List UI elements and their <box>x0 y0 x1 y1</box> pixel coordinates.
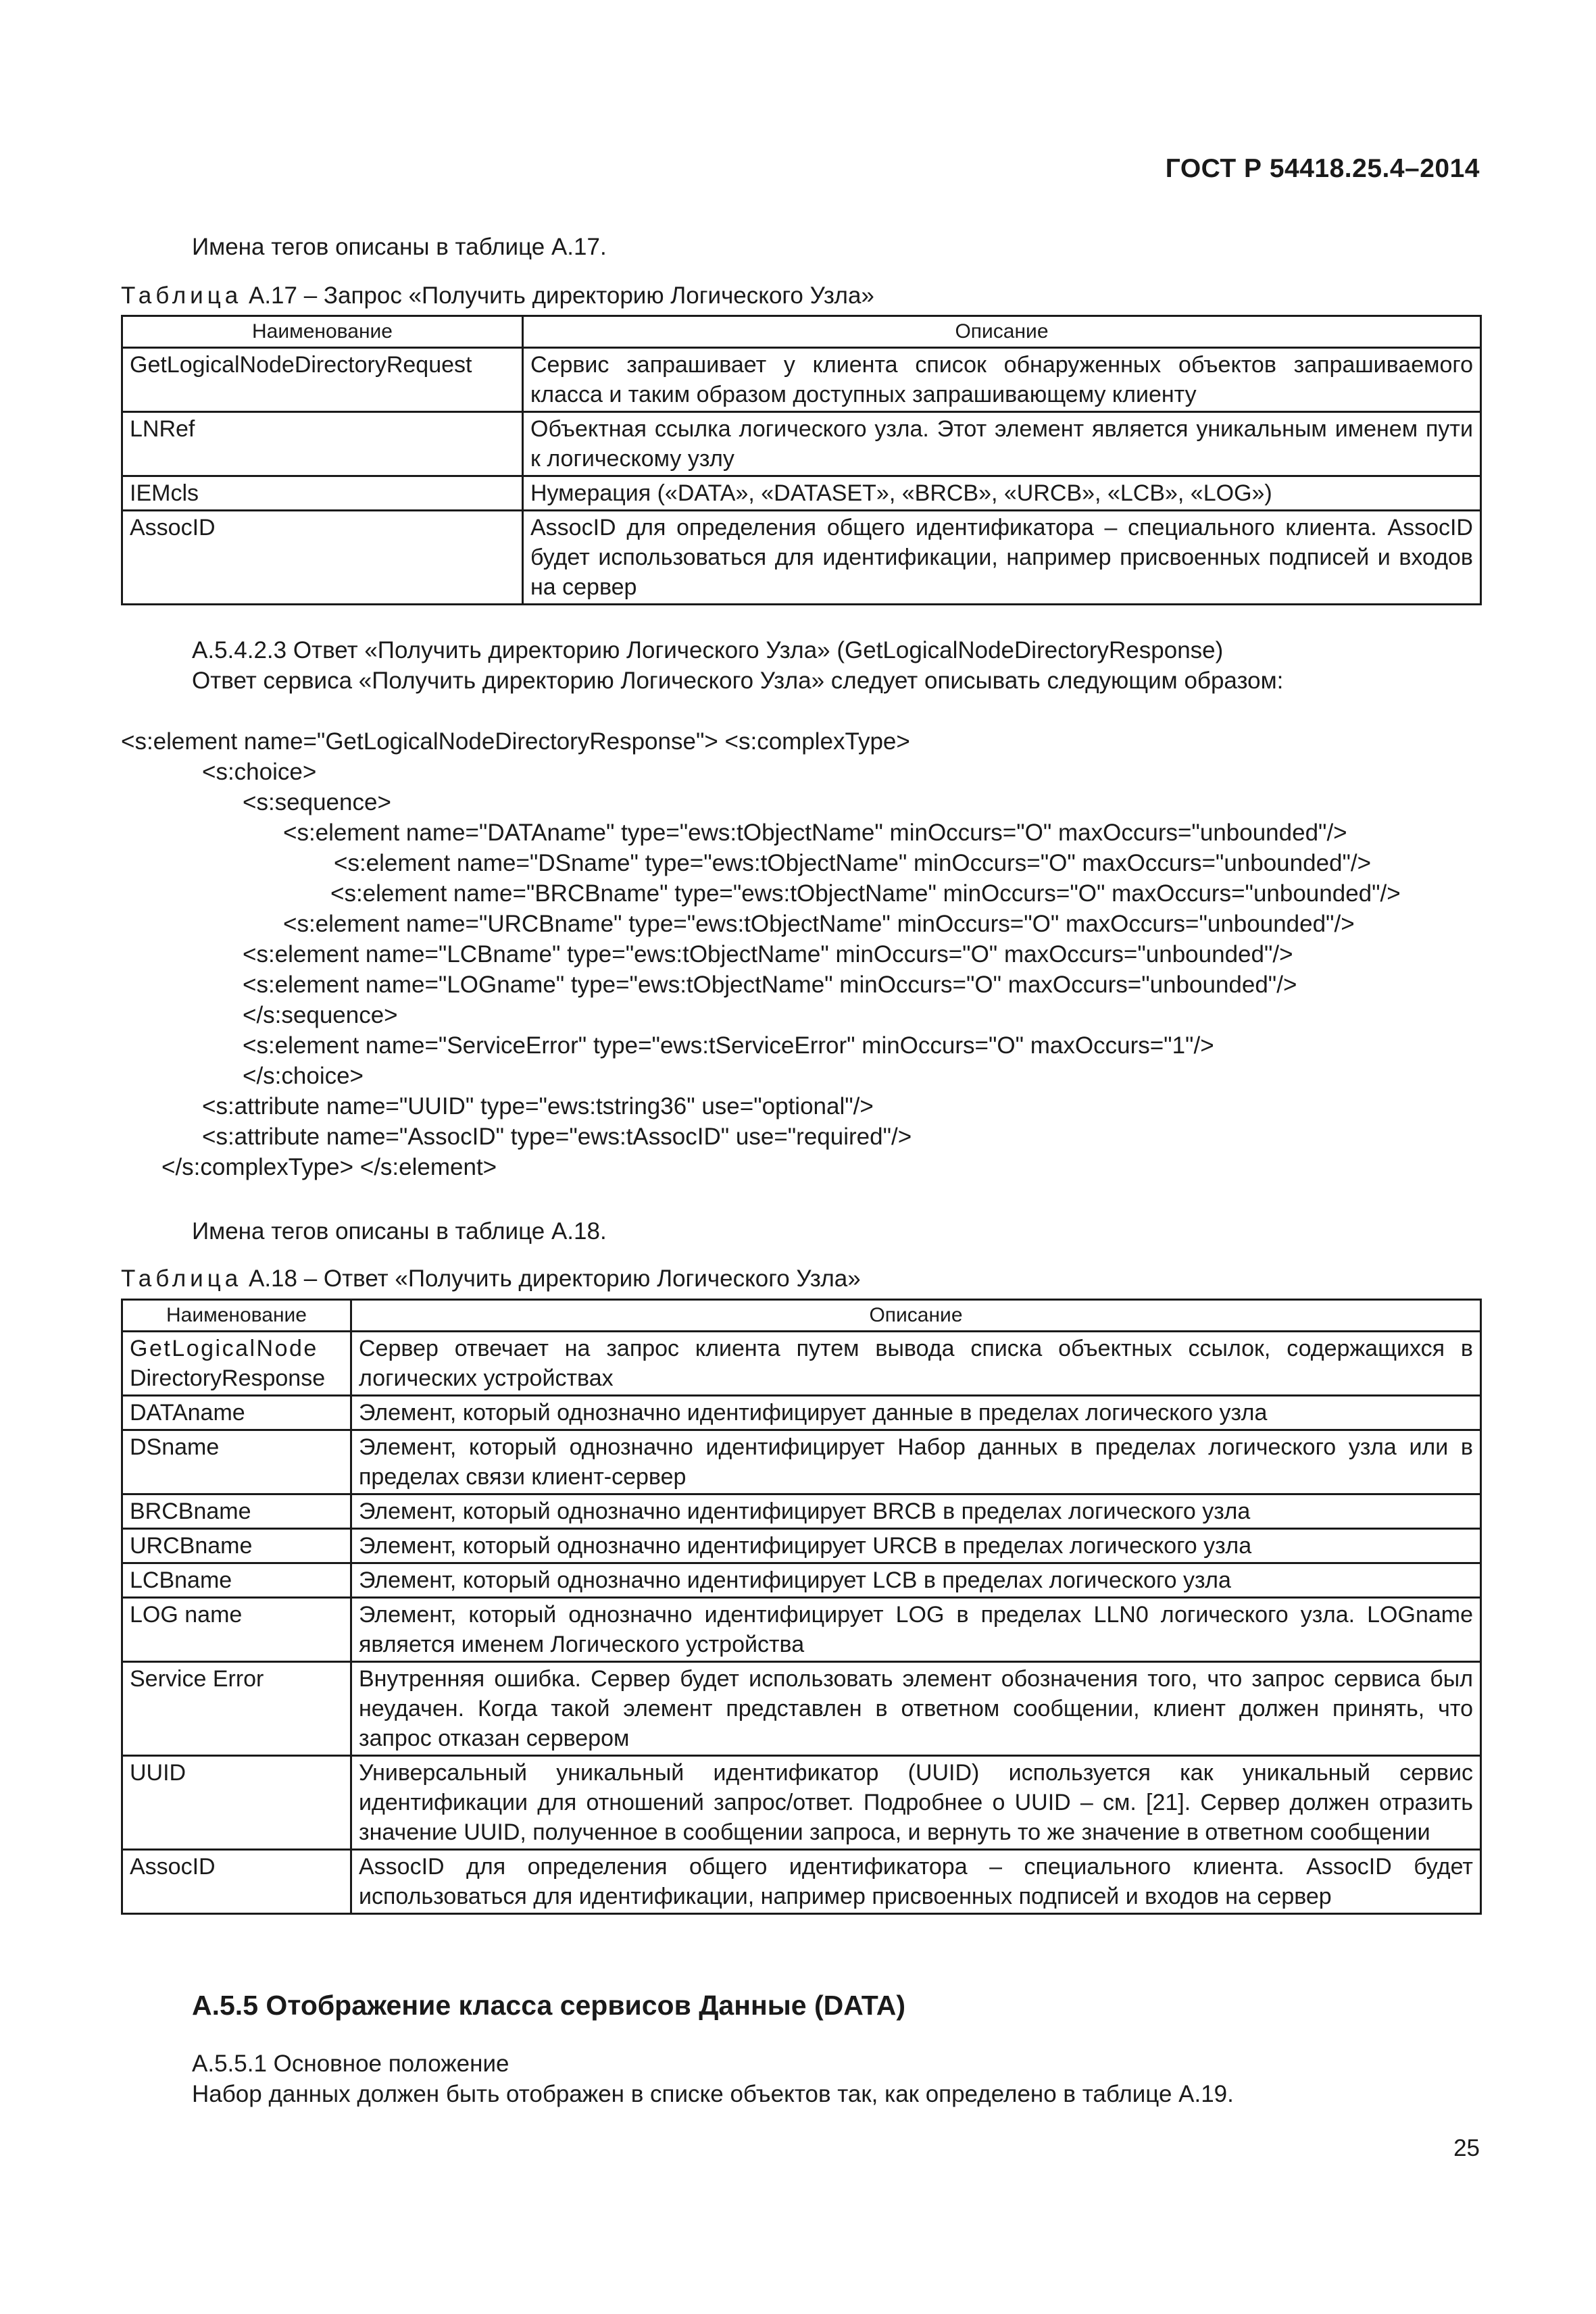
intro-table-a17: Имена тегов описаны в таблице А.17. <box>192 234 607 260</box>
table-row <box>122 1850 1481 1914</box>
table-row <box>122 1756 1481 1850</box>
cell-description: Универсальный уникальный идентификатор (UUID) используется как уникальный сервис идентификации для отношений запрос/ответ. Подробнее о UUID – см. [21]. Сервер должен отразить значение UUID, полученное в сообщении запроса, и вернуть то же значение в ответном сообщении <box>351 1756 1481 1850</box>
cell-name: AssocID <box>122 511 523 605</box>
cell-name: GetLogicalNodeDirectoryRequest <box>122 348 523 412</box>
code-line: </s:choice> <box>243 1063 364 1089</box>
table-a18-caption-text: А.18 – Ответ «Получить директорию Логического Узла» <box>248 1265 861 1292</box>
table-row <box>122 1494 1481 1529</box>
subsection-text: Набор данных должен быть отображен в списке объектов так, как определено в таблице А.19. <box>192 2081 1234 2107</box>
table-row <box>122 511 1481 605</box>
cell-description: Сервер отвечает на запрос клиента путем вывода списка объектных ссылок, содержащихся в логических устройствах <box>351 1332 1481 1396</box>
table-header-row <box>122 316 1481 348</box>
cell-name: URCBname <box>122 1529 351 1563</box>
column-header-description: Описание <box>523 316 1481 348</box>
code-line: <s:sequence> <box>243 789 391 815</box>
table-row <box>122 348 1481 412</box>
cell-description: Объектная ссылка логического узла. Этот элемент является уникальным именем пути к логическому узлу <box>523 412 1481 476</box>
table-header-row <box>122 1300 1481 1332</box>
table-a17-caption-label: Таблица <box>121 282 243 309</box>
code-line: <s:element name="ServiceError" type="ews:tServiceError" minOccurs="O" maxOccurs="1"/> <box>243 1032 1214 1059</box>
table-a17-caption <box>121 280 874 311</box>
cell-description: Сервис запрашивает у клиента список обнаруженных объектов запрашиваемого класса и таким образом доступных запрашивающему клиенту <box>523 348 1481 412</box>
table-row <box>122 1529 1481 1563</box>
cell-name-line: DirectoryResponse <box>130 1365 326 1391</box>
code-line: <s:choice> <box>202 759 317 785</box>
response-heading: А.5.4.2.3 Ответ «Получить директорию Логического Узла» (GetLogicalNodeDirectoryResponse) <box>192 637 1224 663</box>
code-line: </s:sequence> <box>243 1002 398 1028</box>
response-intro: Ответ сервиса «Получить директорию Логического Узла» следует описывать следующим образом: <box>192 668 1284 694</box>
table-row <box>122 1662 1481 1756</box>
code-line: <s:element name="DSname" type="ews:tObjectName" minOccurs="O" maxOccurs="unbounded"/> <box>334 850 1372 876</box>
code-line: <s:element name="URCBname" type="ews:tObjectName" minOccurs="O" maxOccurs="unbounded"/> <box>283 911 1355 937</box>
table-a17 <box>121 315 1482 605</box>
code-line: <s:attribute name="AssocID" type="ews:tAssocID" use="required"/> <box>202 1124 912 1150</box>
cell-description: Внутренняя ошибка. Сервер будет использовать элемент обозначения того, что запрос сервиса был неудачен. Когда такой элемент представлен в ответном сообщении, клиент должен принять, что запрос отказан сервером <box>351 1662 1481 1756</box>
code-line: <s:element name="LCBname" type="ews:tObjectName" minOccurs="O" maxOccurs="unbounded"/> <box>243 941 1293 967</box>
table-row <box>122 1598 1481 1662</box>
xml-schema-code <box>121 726 1401 1182</box>
code-line: <s:element name="BRCBname" type="ews:tObjectName" minOccurs="O" maxOccurs="unbounded"/> <box>330 880 1401 907</box>
subsection-heading: А.5.5.1 Основное положение <box>192 2051 509 2077</box>
table-a18 <box>121 1299 1482 1915</box>
intro-table-a18: Имена тегов описаны в таблице А.18. <box>192 1218 607 1244</box>
section-heading: А.5.5 Отображение класса сервисов Данные (DATA) <box>192 1990 906 2021</box>
cell-description: AssocID для определения общего идентификатора – специального клиента. AssocID будет использоваться для идентификации, например присвоенных подписей и входов на сервер <box>523 511 1481 605</box>
cell-name: Service Error <box>122 1662 351 1756</box>
code-line: <s:attribute name="UUID" type="ews:tstring36" use="optional"/> <box>202 1093 874 1120</box>
cell-name: DATAname <box>122 1396 351 1430</box>
table-row <box>122 1430 1481 1494</box>
table-a18-caption-label: Таблица <box>121 1265 243 1292</box>
table-a18-caption <box>121 1263 861 1294</box>
table-a17-caption-text: А.17 – Запрос «Получить директорию Логического Узла» <box>248 282 874 309</box>
cell-name: LOG name <box>122 1598 351 1662</box>
cell-description: Элемент, который однозначно идентифицирует Набор данных в пределах логического узла или в пределах связи клиент-сервер <box>351 1430 1481 1494</box>
cell-description: Нумерация («DATA», «DATASET», «BRCB», «URCB», «LCB», «LOG») <box>523 476 1481 511</box>
cell-name <box>122 1332 351 1396</box>
code-line: <s:element name="GetLogicalNodeDirectoryResponse"> <s:complexType> <box>121 728 910 755</box>
code-line: <s:element name="DATAname" type="ews:tObjectName" minOccurs="O" maxOccurs="unbounded"/> <box>283 820 1347 846</box>
table-row <box>122 412 1481 476</box>
document-code: ГОСТ Р 54418.25.4–2014 <box>1165 154 1480 183</box>
page-number: 25 <box>1453 2135 1480 2161</box>
cell-name: LNRef <box>122 412 523 476</box>
column-header-name: Наименование <box>122 316 523 348</box>
table-row <box>122 476 1481 511</box>
cell-description: Элемент, который однозначно идентифицирует URCB в пределах логического узла <box>351 1529 1481 1563</box>
table-row <box>122 1396 1481 1430</box>
cell-description: AssocID для определения общего идентификатора – специального клиента. AssocID будет использоваться для идентификации, например присвоенных подписей и входов на сервер <box>351 1850 1481 1914</box>
cell-name: LCBname <box>122 1563 351 1598</box>
cell-name: IEMcls <box>122 476 523 511</box>
column-header-name: Наименование <box>122 1300 351 1332</box>
code-line: <s:element name="LOGname" type="ews:tObjectName" minOccurs="O" maxOccurs="unbounded"/> <box>243 972 1297 998</box>
cell-name: BRCBname <box>122 1494 351 1529</box>
cell-description: Элемент, который однозначно идентифицирует данные в пределах логического узла <box>351 1396 1481 1430</box>
cell-description: Элемент, который однозначно идентифицирует LCB в пределах логического узла <box>351 1563 1481 1598</box>
cell-name: DSname <box>122 1430 351 1494</box>
cell-name: UUID <box>122 1756 351 1850</box>
table-row <box>122 1332 1481 1396</box>
cell-description: Элемент, который однозначно идентифицирует LOG в пределах LLN0 логического узла. LOGname является именем Логического устройства <box>351 1598 1481 1662</box>
code-line: </s:complexType> </s:element> <box>161 1154 497 1180</box>
cell-name: AssocID <box>122 1850 351 1914</box>
cell-description: Элемент, который однозначно идентифицирует BRCB в пределах логического узла <box>351 1494 1481 1529</box>
column-header-description: Описание <box>351 1300 1481 1332</box>
table-row <box>122 1563 1481 1598</box>
cell-name-line: GetLogicalNode <box>130 1336 318 1361</box>
